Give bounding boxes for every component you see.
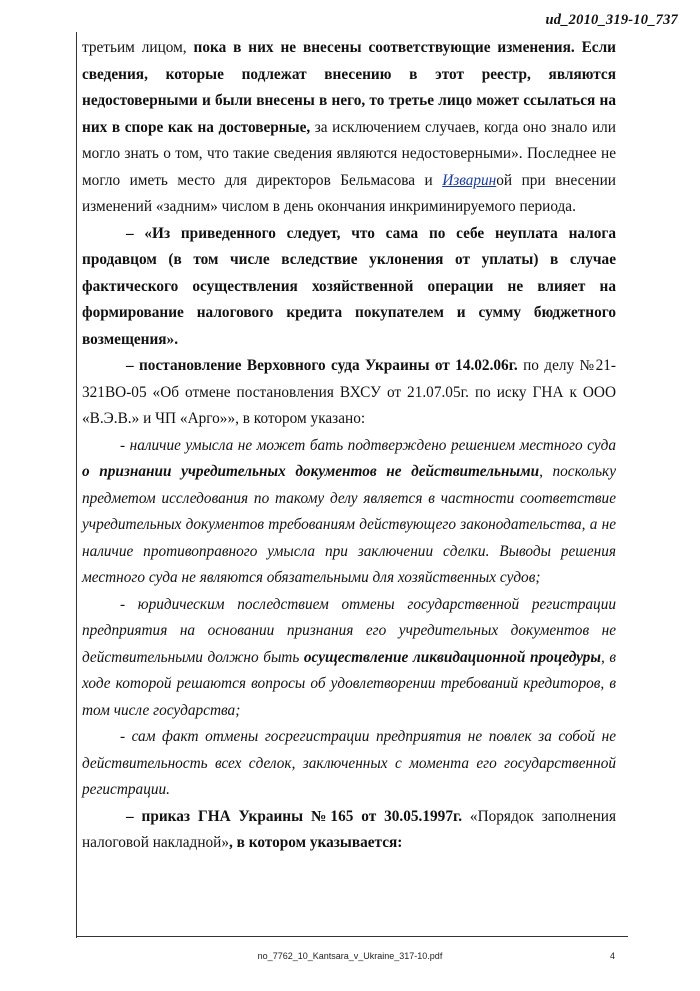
paragraph-2: – «Из приведенного следует, что сама по себе неуплата налога продавцом (в том числе вследствие уклонения от уплаты) в случае фактического осуществления хозяйственной операции не влияет на формирование налогового кредита покупателем и сумму бюджетного возмещения». xyxy=(82,224,616,348)
footer-filename: no_7762_10_Kantsara_v_Ukraine_317-10.pdf xyxy=(257,951,443,961)
paragraph-4: - наличие умысла не может бать подтверждено решением местного суда о признании учредительных документов не действительными, поскольку предметом исследования по такому делу является в частности соответствие учредительных документов требованиям действующего законодательства, а не наличие противоправного умысла при заключении сделки. Выводы решения местного суда не являются обязательными для хозяйственных судов; xyxy=(82,436,616,586)
left-margin-rule xyxy=(76,32,77,938)
paragraph-5: - юридическим последствием отмены государственной регистрации предприятия на основании признания его учредительных документов не действительными должно быть осуществление ликвидационной процедуры, в ходе которой решаются вопросы об удовлетворении требований кредиторов, в том числе государства; xyxy=(82,595,616,719)
bottom-margin-rule xyxy=(76,936,628,937)
page-number: 4 xyxy=(610,951,616,961)
paragraph-6: - сам факт отмены госрегистрации предприятия не повлек за собой не действительность всех сделок, заключенных с момента его государственной регистрации. xyxy=(82,728,616,798)
paragraph-1: третьим лицом, пока в них не внесены соответствующие изменения. Если сведения, которые подлежат внесению в этот реестр, являются недостоверными и были внесены в него, то третье лицо может ссылаться на них в споре как на достоверные, за исключением случаев, когда оно знало или могло знать о том, что такие сведения являются недостоверными». Последнее не могло иметь место для директоров Бельмасова и Извариной при внесении изменений «задним» числом в день окончания инкриминируемого периода. xyxy=(82,39,616,215)
document-id: ud_2010_319-10_737 xyxy=(545,12,678,28)
document-body xyxy=(82,35,616,857)
paragraph-3: – постановление Верховного суда Украины от 14.02.06г. по делу №21-321ВО-05 «Об отмене постановления ВХСУ от 21.07.05г. по иску ГНА к ООО «В.Э.В.» и ЧП «Арго»», в котором указано: xyxy=(82,357,616,427)
paragraph-7: – приказ ГНА Украины №165 от 30.05.1997г. «Порядок заполнения налоговой накладной», в котором указывается: xyxy=(82,807,616,851)
izvarina-link[interactable]: Изварин xyxy=(442,171,497,189)
